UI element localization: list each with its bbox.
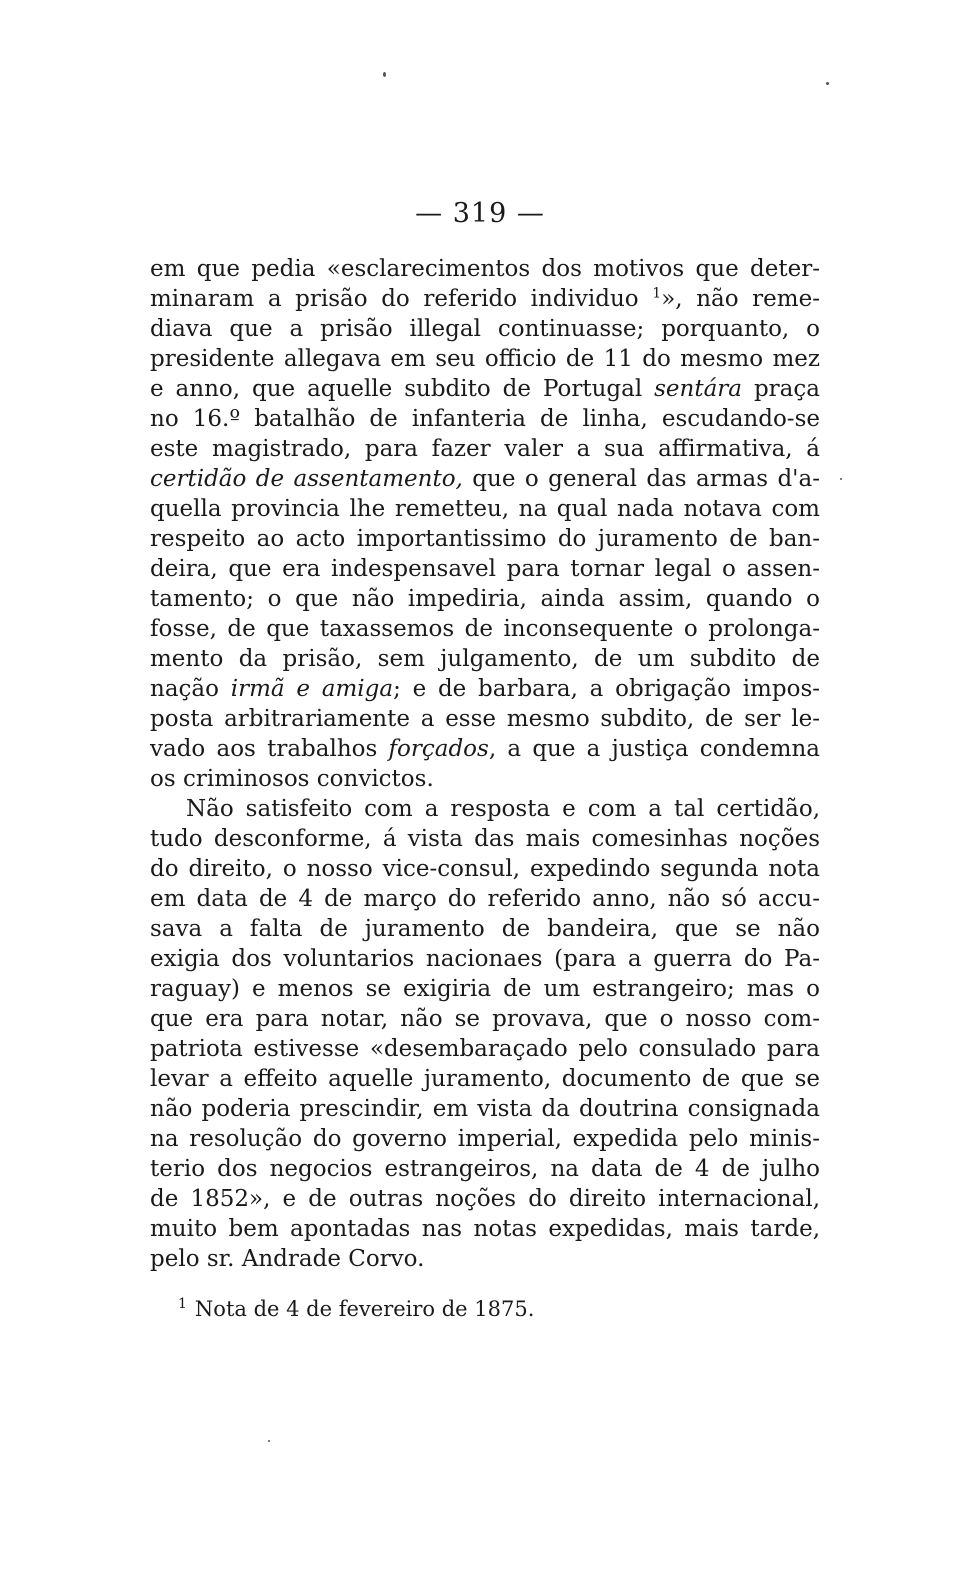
text-run: ; e de barbara, a obrigação impos- xyxy=(393,676,821,702)
text-line: exigia dos voluntarios nacionaes (para a guerra do Pa- xyxy=(150,946,820,972)
footnote-text: Nota de 4 de fevereiro de 1875. xyxy=(194,1297,535,1321)
text-run: que o general das armas d'a- xyxy=(462,466,820,492)
footnote-mark: 1 xyxy=(178,1296,187,1312)
page-number: — 319 — xyxy=(415,198,545,229)
print-speck xyxy=(840,478,842,480)
body-text xyxy=(150,254,820,1274)
text-run: nação xyxy=(150,676,231,702)
text-line: pelo sr. Andrade Corvo. xyxy=(150,1246,425,1272)
text-line: Não satisfeito com a resposta e com a tal certidão, xyxy=(186,796,820,822)
text-run: , a que a justiça condemna xyxy=(488,736,820,762)
paragraph xyxy=(150,794,820,1274)
text-line: mento da prisão, sem julgamento, de um subdito de xyxy=(150,646,820,672)
text-line: diava que a prisão illegal continuasse; porquanto, o xyxy=(150,316,820,342)
text-line: tamento; o que não impediria, ainda assim, quando o xyxy=(150,586,820,612)
text-line: de 1852», e de outras noções do direito internacional, xyxy=(150,1186,820,1212)
text-line: deira, que era indespensavel para tornar legal o assen- xyxy=(150,556,820,582)
paragraph xyxy=(150,254,820,794)
text-run: minaram a prisão do referido individuo xyxy=(150,286,653,312)
text-line: que era para notar, não se provava, que o nosso com- xyxy=(150,1006,820,1032)
text-line: muito bem apontadas nas notas expedidas, mais tarde, xyxy=(150,1216,820,1242)
italic-text: sentára xyxy=(654,376,743,402)
text-line: posta arbitrariamente a esse mesmo subdito, de ser le- xyxy=(150,706,820,732)
text-line: os criminosos convictos. xyxy=(150,766,434,792)
text-line: em data de 4 de março do referido anno, não só accu- xyxy=(150,886,820,912)
text-line xyxy=(150,284,820,314)
text-line: do direito, o nosso vice-consul, expedindo segunda nota xyxy=(150,856,820,882)
text-line: este magistrado, para fazer valer a sua affirmativa, á xyxy=(150,436,820,462)
text-line: na resolução do governo imperial, expedida pelo minis- xyxy=(150,1126,820,1152)
print-speck xyxy=(826,82,829,85)
text-line: não poderia prescindir, em vista da doutrina consignada xyxy=(150,1096,820,1122)
text-run: praça xyxy=(742,376,820,402)
text-line: fosse, de que taxassemos de inconsequente o prolonga- xyxy=(150,616,820,642)
text-line: tudo desconforme, á vista das mais comesinhas noções xyxy=(150,826,820,852)
text-line: levar a effeito aquelle juramento, documento de que se xyxy=(150,1066,820,1092)
print-speck xyxy=(268,1440,270,1442)
text-line: quella provincia lhe remetteu, na qual nada notava com xyxy=(150,496,820,522)
text-line xyxy=(150,674,820,704)
text-line: presidente allegava em seu officio de 11 do mesmo mez xyxy=(150,346,820,372)
footnote-reference: 1 xyxy=(652,285,662,302)
text-line: respeito ao acto importantissimo do juramento de ban- xyxy=(150,526,820,552)
italic-text: forçados xyxy=(388,736,489,762)
text-line xyxy=(150,374,820,404)
text-line: terio dos negocios estrangeiros, na data de 4 de julho xyxy=(150,1156,820,1182)
text-run: e anno, que aquelle subdito de Portugal xyxy=(150,376,655,402)
text-line xyxy=(150,464,820,494)
print-speck xyxy=(383,72,386,77)
text-line xyxy=(150,734,820,764)
footnote xyxy=(178,1296,534,1321)
text-line: raguay) e menos se exigiria de um estrangeiro; mas o xyxy=(150,976,820,1002)
text-run: vado aos trabalhos xyxy=(150,736,389,762)
italic-text: irmã e amiga xyxy=(230,676,394,702)
text-line: patriota estivesse «desembaraçado pelo consulado para xyxy=(150,1036,820,1062)
text-line: em que pedia «esclarecimentos dos motivos que deter- xyxy=(150,256,820,282)
text-run: », não reme- xyxy=(661,286,820,312)
text-line: sava a falta de juramento de bandeira, que se não xyxy=(150,916,820,942)
italic-text: certidão de assentamento, xyxy=(150,466,463,492)
text-line: no 16.º batalhão de infanteria de linha, escudando-se xyxy=(150,406,820,432)
